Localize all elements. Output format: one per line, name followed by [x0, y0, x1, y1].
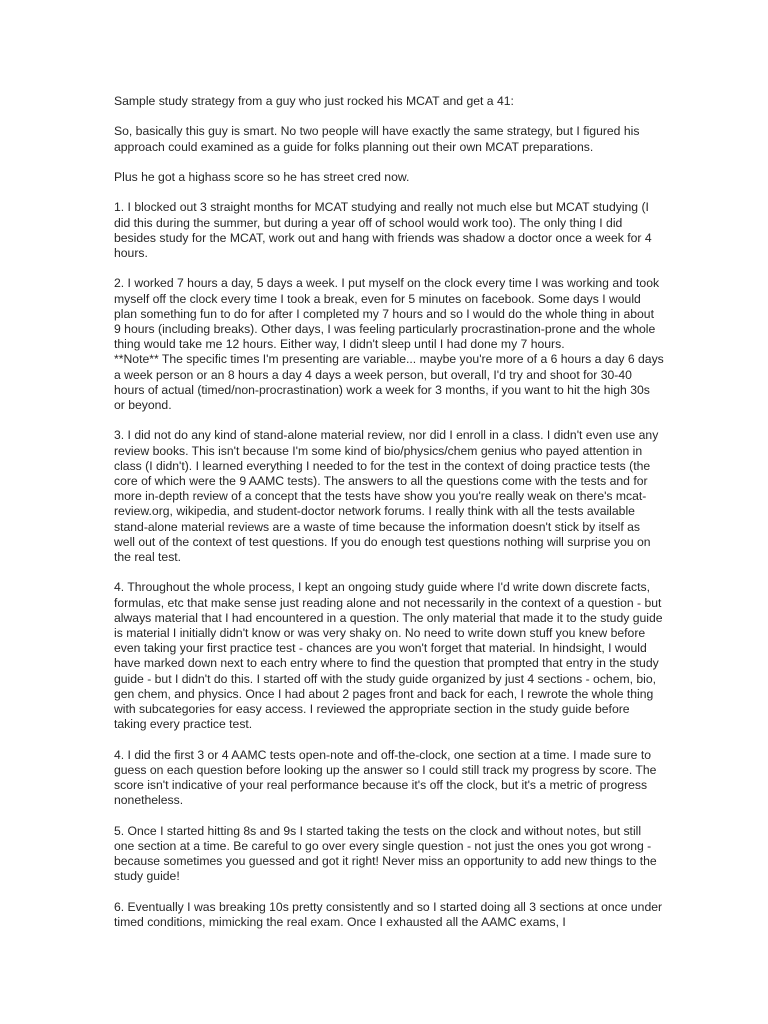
intro-paragraph: So, basically this guy is smart. No two people will have exactly the same strategy, but I figured his approach could examined as a guide for folks planning out their own MCAT preparations. — [114, 124, 640, 154]
document-title: Sample study strategy from a guy who just rocked his MCAT and get a 41: — [114, 94, 514, 108]
step-6-paragraph: 6. Eventually I was breaking 10s pretty consistently and so I started doing all 3 sections at once under timed conditions, mimicking the real exam. Once I exhausted all the AAMC exams, I — [114, 899, 663, 929]
step-2-paragraph: 2. I worked 7 hours a day, 5 days a week. I put myself on the clock every time I was working and took myself off the clock every time I took a break, even for 5 minutes on facebook. Some days I would plan something fun to do for after I completed my 7 hours and so I would do the whole thing in about 9 hours (including breaks). Other days, I was feeling particularly procrastination-prone and the whole thing would take me 12 hours. Either way, I didn't sleep until I had done my 7 hours. — [114, 276, 660, 352]
step-4-open-note-paragraph: 4. I did the first 3 or 4 AAMC tests open-note and off-the-clock, one section at a time. I made sure to guess on each question before looking up the answer so I could still track my progress by score. The score isn't indicative of your real performance because it's off the clock, but it's a metric of progress nonetheless. — [114, 747, 657, 808]
note-paragraph: **Note** The specific times I'm presenting are variable... maybe you're more of a 6 hours a day 6 days a week person or an 8 hours a day 4 days a week person, but overall, I'd try and shoot for 30-40 hours of actual (timed/non-procrastination) work a week for 3 months, if you want to hit the high 30s or beyond. — [114, 352, 664, 412]
document-page — [114, 94, 664, 945]
step-5-paragraph: 5. Once I started hitting 8s and 9s I started taking the tests on the clock and without notes, but still one section at a time. Be careful to go over every single question - not just the ones you got wrong - because sometimes you guessed and got it right! Never miss an opportunity to add new things to the study guide! — [114, 823, 657, 884]
step-4-study-guide-paragraph: 4. Throughout the whole process, I kept an ongoing study guide where I'd write down discrete facts, formulas, etc that make sense just reading alone and not necessarily in the context of a question - but always material that I had encountered in a question. The only material that made it to the study guide is material I initially didn't know or was very shaky on. No need to write down stuff you knew before even taking your first practice test - chances are you won't forget that material. In hindsight, I would have marked down next to each entry where to find the question that prompted that entry in the study guide - but I didn't do this. I started off with the study guide organized by just 4 sections - ochem, bio, gen chem, and physics. Once I had about 2 pages front and back for each, I rewrote the whole thing with subcategories for easy access. I reviewed the appropriate section in the study guide before taking every practice test. — [114, 580, 663, 732]
step-3-paragraph: 3. I did not do any kind of stand-alone material review, nor did I enroll in a class. I didn't even use any review books. This isn't because I'm some kind of bio/physics/chem genius who payed attention in class (I didn't). I learned everything I needed to for the test in the context of doing practice tests (the core of which were the 9 AAMC tests). The answers to all the questions come with the tests and for more in-depth review of a concept that the tests have show you you're really weak on there's mcat-review.org, wikipedia, and student-doctor network forums. I really think with all the tests available stand-alone material reviews are a waste of time because the information doesn't stick by itself as well out of the context of test questions. If you do enough test questions nothing will surprise you on the real test. — [114, 428, 659, 565]
street-cred-paragraph: Plus he got a highass score so he has street cred now. — [114, 169, 410, 184]
step-1-paragraph: 1. I blocked out 3 straight months for MCAT studying and really not much else but MCAT studying (I did this during the summer, but during a year off of school would work too). The only thing I did besides study for the MCAT, work out and hang with friends was shadow a doctor once a week for 4 hours. — [114, 200, 652, 260]
